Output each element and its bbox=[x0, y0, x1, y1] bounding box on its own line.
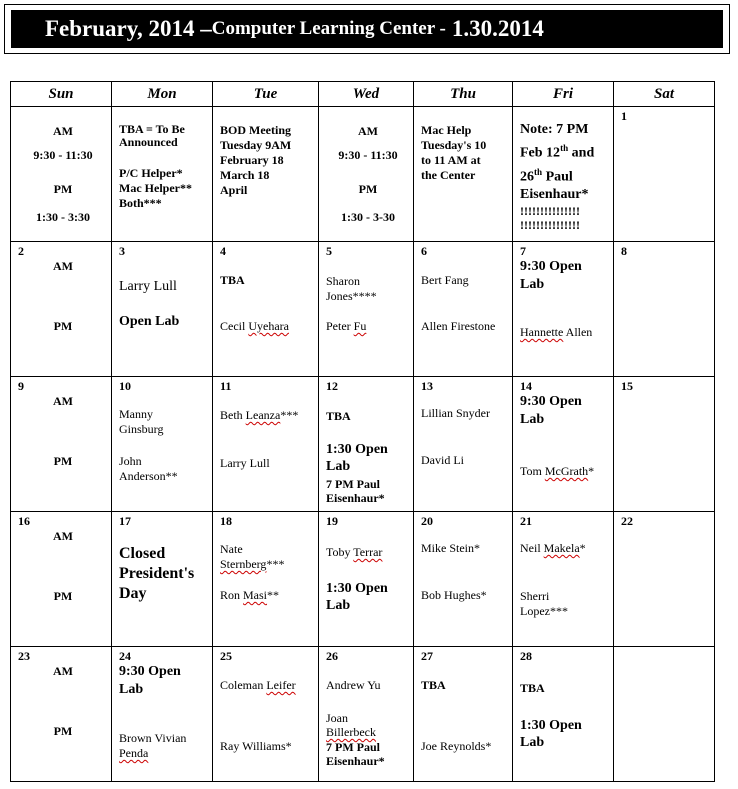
event-text: Lab bbox=[520, 735, 545, 750]
day-cell bbox=[11, 242, 112, 377]
day-number: 13 bbox=[421, 379, 433, 393]
am-helper: Larry Lull bbox=[119, 279, 177, 294]
note-text: Paul bbox=[545, 169, 573, 185]
event-text: 1:30 Open bbox=[326, 581, 388, 596]
am-helper: TBA bbox=[220, 273, 245, 287]
weekday-thu: Thu bbox=[414, 82, 513, 107]
am-hours: 9:30 - 11:30 bbox=[338, 148, 398, 162]
week-row-0 bbox=[11, 107, 715, 242]
day-cell bbox=[513, 107, 614, 242]
pm-helper bbox=[520, 465, 610, 478]
holiday-note bbox=[119, 544, 209, 604]
day-number: 6 bbox=[421, 244, 427, 258]
am-helper: TBA bbox=[520, 681, 545, 695]
weekday-tue: Tue bbox=[213, 82, 319, 107]
note-text: and bbox=[571, 145, 595, 161]
note-line: Tuesday 9AM bbox=[220, 138, 292, 152]
week-row-1 bbox=[11, 242, 715, 377]
pm-event: Open Lab bbox=[119, 314, 180, 329]
am-helper bbox=[326, 274, 410, 304]
am-helper: Bert Fang bbox=[421, 273, 469, 287]
am-helper bbox=[326, 546, 410, 559]
note-line: BOD Meeting bbox=[220, 123, 291, 137]
name-text: Billerbeck bbox=[326, 725, 376, 739]
day-cell bbox=[319, 512, 414, 647]
event-text: Lab bbox=[520, 277, 545, 292]
title-month-year: February, 2014 – bbox=[45, 16, 212, 41]
day-cell bbox=[11, 107, 112, 242]
day-number: 3 bbox=[119, 244, 125, 258]
name-text: Neil bbox=[520, 541, 544, 555]
pm-helper: Joe Reynolds* bbox=[421, 739, 492, 753]
day-number: 18 bbox=[220, 514, 232, 528]
name-text: Sherri bbox=[520, 589, 550, 603]
pm-helper bbox=[220, 320, 315, 333]
day-cell bbox=[319, 647, 414, 782]
day-cell bbox=[112, 512, 213, 647]
day-cell bbox=[112, 377, 213, 512]
day-number: 14 bbox=[520, 379, 532, 393]
name-text: Toby bbox=[326, 545, 354, 559]
day-cell bbox=[11, 377, 112, 512]
day-number: 21 bbox=[520, 514, 532, 528]
day-cell bbox=[513, 647, 614, 782]
legend-pc-helper: P/C Helper* bbox=[119, 166, 183, 180]
event-text: Lab bbox=[520, 412, 545, 427]
am-helper bbox=[520, 542, 610, 555]
event-text: 7 PM Paul bbox=[326, 740, 380, 754]
day-cell bbox=[112, 647, 213, 782]
am-label: AM bbox=[358, 124, 378, 138]
note-line: February 18 bbox=[220, 153, 284, 167]
pm-helper bbox=[220, 589, 315, 602]
event-text: President's bbox=[119, 565, 195, 582]
note-line: April bbox=[220, 183, 248, 197]
note-line: March 18 bbox=[220, 168, 270, 182]
name-text: Sternberg bbox=[220, 557, 267, 571]
name-text: Makela bbox=[543, 541, 580, 555]
day-number: 22 bbox=[621, 514, 633, 528]
am-label: AM bbox=[53, 259, 73, 273]
note-line: !!!!!!!!!!!!!!! bbox=[520, 204, 580, 219]
pm-helper bbox=[520, 326, 610, 339]
day-cell bbox=[614, 107, 715, 242]
note-line: the Center bbox=[421, 168, 476, 182]
pm-helper: Larry Lull bbox=[220, 456, 270, 470]
day-number: 7 bbox=[520, 244, 526, 258]
day-number: 11 bbox=[220, 379, 232, 393]
name-text: Sharon bbox=[326, 274, 360, 288]
event-text: Eisenhaur* bbox=[326, 754, 385, 768]
day-number: 12 bbox=[326, 379, 338, 393]
name-text: Nate bbox=[220, 542, 243, 556]
title-date: 1.30.2014 bbox=[451, 16, 544, 41]
day-cell bbox=[513, 242, 614, 377]
name-text: Tom bbox=[520, 464, 545, 478]
note-sup: th bbox=[560, 143, 569, 153]
am-helper bbox=[220, 409, 315, 422]
name-text: Allen bbox=[563, 325, 593, 339]
day-cell bbox=[614, 647, 715, 782]
note-line bbox=[520, 163, 610, 187]
name-text: Ron bbox=[220, 588, 244, 602]
name-text: Terrar bbox=[353, 545, 383, 559]
day-cell bbox=[319, 377, 414, 512]
name-text: McGrath bbox=[544, 464, 589, 478]
note-line: Mac Help bbox=[421, 123, 472, 137]
am-helper: Mike Stein* bbox=[421, 541, 480, 555]
event-text: Eisenhaur* bbox=[326, 491, 385, 505]
pm-label: PM bbox=[53, 319, 73, 333]
weekday-header-row bbox=[11, 82, 715, 107]
pm-label: PM bbox=[53, 724, 73, 738]
note-sup: th bbox=[534, 166, 543, 177]
am-label: AM bbox=[53, 124, 73, 138]
event-text: 9:30 Open bbox=[520, 394, 582, 409]
day-number: 10 bbox=[119, 379, 131, 393]
day-cell bbox=[414, 647, 513, 782]
am-helper bbox=[220, 542, 315, 572]
day-number: 1 bbox=[621, 109, 627, 123]
name-text: Penda bbox=[119, 746, 149, 760]
pm-hours: 1:30 - 3-30 bbox=[341, 210, 395, 224]
note-line bbox=[520, 139, 610, 163]
pm-event bbox=[520, 717, 610, 751]
name-text: Cecil bbox=[220, 319, 249, 333]
weekday-fri: Fri bbox=[513, 82, 614, 107]
day-number: 8 bbox=[621, 244, 627, 258]
am-event bbox=[520, 393, 610, 429]
day-cell bbox=[414, 107, 513, 242]
pm-label: PM bbox=[53, 454, 73, 468]
day-number: 19 bbox=[326, 514, 338, 528]
legend-tba: TBA = To Be Announced bbox=[119, 122, 185, 150]
am-helper bbox=[220, 679, 315, 692]
name-text: Leanza bbox=[245, 408, 281, 422]
name-text: Manny bbox=[119, 407, 153, 421]
name-text: Uyehara bbox=[248, 319, 289, 333]
name-text: Hannette bbox=[520, 325, 564, 339]
pm-label: PM bbox=[53, 589, 73, 603]
pm-label: PM bbox=[358, 182, 378, 196]
pm-helper: Ray Williams* bbox=[220, 739, 292, 753]
name-text: Peter bbox=[326, 319, 354, 333]
day-cell bbox=[614, 377, 715, 512]
event-text: 9:30 Open bbox=[119, 664, 181, 679]
name-text: ** bbox=[267, 588, 280, 602]
name-text: Coleman bbox=[220, 678, 267, 692]
am-label: AM bbox=[53, 664, 73, 678]
name-text: John bbox=[119, 454, 142, 468]
name-text: *** bbox=[266, 557, 285, 571]
weekday-sun: Sun bbox=[11, 82, 112, 107]
pm-helper bbox=[119, 454, 209, 484]
day-number: 5 bbox=[326, 244, 332, 258]
week-row-2 bbox=[11, 377, 715, 512]
note-line: Tuesday's 10 bbox=[421, 138, 487, 152]
day-number: 23 bbox=[18, 649, 30, 663]
day-number: 27 bbox=[421, 649, 433, 663]
note-line: Note: 7 PM bbox=[520, 122, 589, 137]
name-text: *** bbox=[280, 408, 299, 422]
name-text bbox=[220, 557, 315, 572]
am-helper: TBA bbox=[421, 678, 446, 692]
name-text: * bbox=[579, 541, 586, 555]
day-number: 15 bbox=[621, 379, 633, 393]
weekday-mon: Mon bbox=[112, 82, 213, 107]
event-text: Lab bbox=[326, 598, 351, 613]
pm-helper: Bob Hughes* bbox=[421, 588, 487, 602]
name-text: Fu bbox=[353, 319, 367, 333]
name-text: Leifer bbox=[266, 678, 296, 692]
event-text: Lab bbox=[119, 682, 144, 697]
day-cell bbox=[112, 242, 213, 377]
page-title bbox=[11, 10, 723, 48]
day-cell bbox=[213, 647, 319, 782]
event-text: Closed bbox=[119, 545, 166, 562]
day-cell bbox=[319, 242, 414, 377]
pm-event bbox=[326, 580, 410, 614]
day-cell bbox=[414, 512, 513, 647]
am-event bbox=[520, 258, 610, 294]
event-text: 1:30 Open bbox=[326, 442, 388, 457]
day-cell bbox=[513, 512, 614, 647]
day-cell bbox=[414, 377, 513, 512]
day-cell bbox=[213, 107, 319, 242]
day-cell bbox=[414, 242, 513, 377]
title-center: Computer Learning Center - bbox=[211, 18, 446, 39]
evening-event bbox=[326, 477, 410, 505]
am-hours: 9:30 - 11:30 bbox=[33, 148, 93, 162]
day-number: 16 bbox=[18, 514, 30, 528]
name-text: Anderson** bbox=[119, 469, 178, 483]
day-cell bbox=[112, 107, 213, 242]
event-text: 7 PM Paul bbox=[326, 477, 380, 491]
day-number: 25 bbox=[220, 649, 232, 663]
event-text: 1:30 Open bbox=[520, 718, 582, 733]
day-cell bbox=[319, 107, 414, 242]
day-cell bbox=[213, 242, 319, 377]
note-line: to 11 AM at bbox=[421, 153, 481, 167]
am-label: AM bbox=[53, 529, 73, 543]
note-line: Eisenhaur* bbox=[520, 187, 589, 203]
weekday-wed: Wed bbox=[319, 82, 414, 107]
event-text: Lab bbox=[326, 459, 351, 474]
day-cell bbox=[614, 512, 715, 647]
pm-label: PM bbox=[53, 182, 73, 196]
pm-helper bbox=[326, 320, 410, 333]
am-helper: Lillian Snyder bbox=[421, 406, 490, 420]
day-cell bbox=[11, 647, 112, 782]
pm-helper bbox=[119, 731, 209, 761]
note-line: !!!!!!!!!!!!!!! bbox=[520, 218, 580, 233]
day-number: 9 bbox=[18, 379, 24, 393]
name-text: Masi bbox=[243, 588, 268, 602]
day-number: 28 bbox=[520, 649, 532, 663]
day-cell bbox=[213, 512, 319, 647]
day-number: 26 bbox=[326, 649, 338, 663]
day-number: 4 bbox=[220, 244, 226, 258]
name-text: Lopez*** bbox=[520, 604, 568, 618]
calendar-grid bbox=[10, 81, 715, 782]
week-row-4 bbox=[11, 647, 715, 782]
am-event bbox=[119, 663, 209, 699]
bod-meeting-note bbox=[220, 123, 315, 198]
day-number: 24 bbox=[119, 649, 131, 663]
name-text: Ginsburg bbox=[119, 422, 164, 436]
am-helper: TBA bbox=[326, 409, 351, 423]
legend-both: Both*** bbox=[119, 196, 162, 210]
am-helper: Andrew Yu bbox=[326, 678, 381, 692]
name-text: Jones**** bbox=[326, 289, 377, 303]
note-text: Feb 12 bbox=[520, 145, 561, 161]
day-cell bbox=[513, 377, 614, 512]
event-text: 9:30 Open bbox=[520, 259, 582, 274]
page-banner bbox=[4, 4, 730, 54]
eisenhaur-note bbox=[520, 121, 610, 232]
pm-helper bbox=[326, 711, 410, 739]
legend-mac-helper: Mac Helper** bbox=[119, 181, 192, 195]
note-text: 26 bbox=[520, 169, 534, 185]
name-text: Brown Vivian bbox=[119, 731, 187, 745]
day-cell bbox=[213, 377, 319, 512]
mac-help-note bbox=[421, 123, 509, 183]
am-label: AM bbox=[53, 394, 73, 408]
pm-helper: David Li bbox=[421, 453, 464, 467]
pm-hours: 1:30 - 3:30 bbox=[36, 210, 90, 224]
pm-event bbox=[326, 441, 410, 475]
name-text: * bbox=[588, 464, 595, 478]
event-text: Day bbox=[119, 585, 147, 602]
day-cell bbox=[614, 242, 715, 377]
evening-event bbox=[326, 740, 410, 768]
day-number: 17 bbox=[119, 514, 131, 528]
pm-helper bbox=[520, 589, 610, 619]
day-cell bbox=[11, 512, 112, 647]
name-text: Beth bbox=[220, 408, 246, 422]
day-number: 20 bbox=[421, 514, 433, 528]
pm-helper: Allen Firestone bbox=[421, 319, 496, 333]
name-text: Joan bbox=[326, 711, 348, 725]
week-row-3 bbox=[11, 512, 715, 647]
am-helper bbox=[119, 407, 209, 437]
weekday-sat: Sat bbox=[614, 82, 715, 107]
day-number: 2 bbox=[18, 244, 24, 258]
